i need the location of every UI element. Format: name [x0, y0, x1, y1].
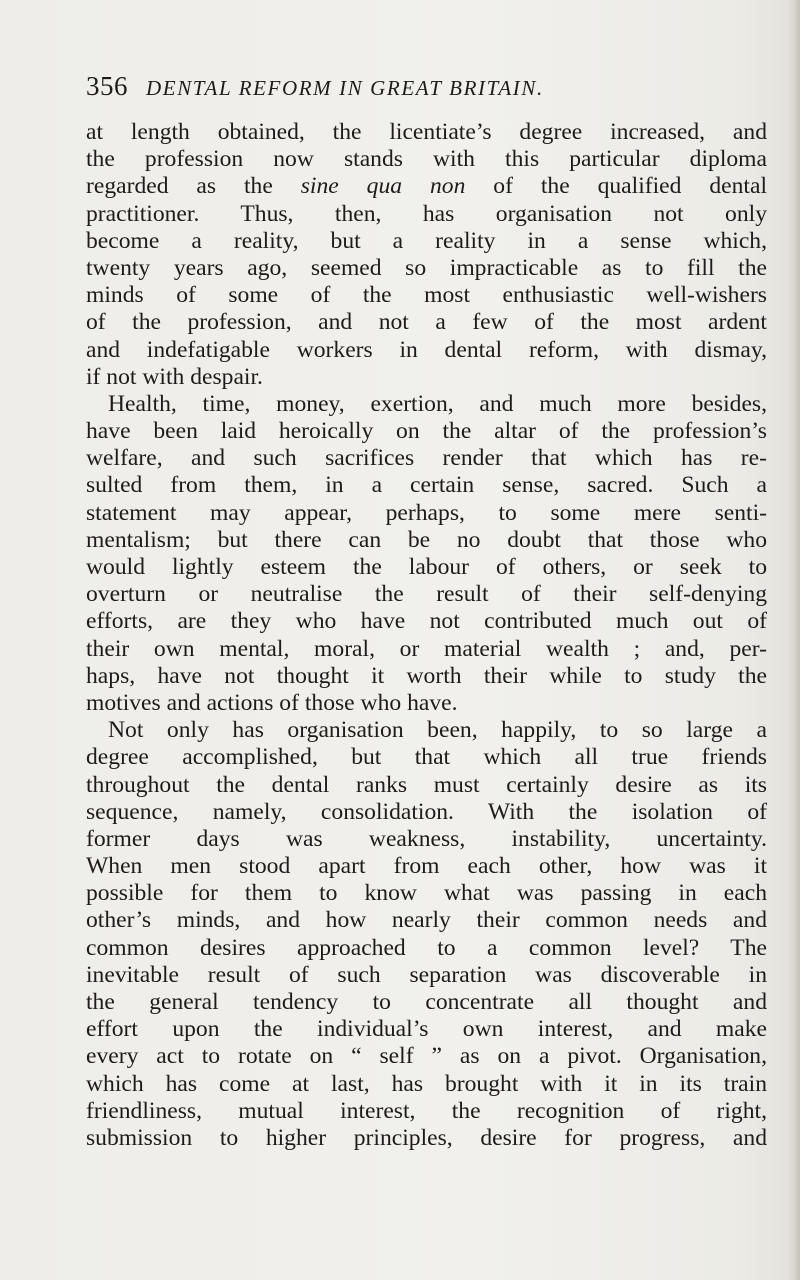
text-line: effort upon the individual’s own interest, and make	[86, 1016, 767, 1043]
text-line: inevitable result of such separation was discoverable in	[86, 961, 767, 988]
text-line: the profession now stands with this particular diploma	[86, 146, 767, 173]
page-number: 356	[86, 71, 128, 101]
page-header	[86, 71, 766, 111]
text-line: twenty years ago, seemed so impracticable as to fill the	[86, 254, 767, 281]
text-line: friendliness, mutual interest, the recognition of right,	[86, 1097, 767, 1124]
text-line: throughout the dental ranks must certainly desire as its	[86, 771, 767, 798]
text-line: their own mental, moral, or material wealth ; and, per-	[86, 635, 767, 662]
text-line: When men stood apart from each other, how was it	[86, 853, 767, 880]
text-line: practitioner. Thus, then, has organisation not only	[86, 200, 767, 227]
text-line: of the profession, and not a few of the most ardent	[86, 309, 767, 336]
text-line: mentalism; but there can be no doubt that those who	[86, 526, 767, 553]
text-line: become a reality, but a reality in a sense which,	[86, 227, 767, 254]
text-line: former days was weakness, instability, uncertainty.	[86, 825, 767, 852]
text-line: other’s minds, and how nearly their common needs and	[86, 907, 767, 934]
text-line: common desires approached to a common level? The	[86, 934, 767, 961]
text-line: submission to higher principles, desire for progress, and	[86, 1124, 767, 1151]
text-segment: regarded as the	[86, 173, 301, 200]
running-title: DENTAL REFORM IN GREAT BRITAIN.	[146, 76, 544, 100]
text-segment: of the qualified dental	[465, 173, 768, 200]
text-line: which has come at last, has brought with it in its train	[86, 1070, 767, 1097]
body-text	[86, 119, 767, 1152]
text-line: minds of some of the most enthusiastic well-wishers	[86, 282, 767, 309]
paragraph-start-line: Not only has organisation been, happily, to so large a	[108, 717, 767, 744]
text-line: sulted from them, in a certain sense, sacred. Such a	[86, 472, 767, 499]
text-line: degree accomplished, but that which all true friends	[86, 744, 767, 771]
text-line: welfare, and such sacrifices render that which has re-	[86, 445, 767, 472]
text-line: at length obtained, the licentiate’s degree increased, and	[86, 119, 767, 145]
text-line: possible for them to know what was passing in each	[86, 880, 767, 907]
page-edge-shadow	[786, 0, 800, 1280]
text-line: have been laid heroically on the altar of the profession’s	[86, 418, 767, 445]
text-line: would lightly esteem the labour of others, or seek to	[86, 554, 767, 580]
paragraph-end-line: motives and actions of those who have.	[86, 689, 458, 716]
text-line: sequence, namely, consolidation. With the isolation of	[86, 798, 767, 825]
text-line: overturn or neutralise the result of their self-denying	[86, 581, 767, 608]
paragraph-end-line: if not with despair.	[86, 363, 263, 390]
text-line: haps, have not thought it worth their while to study the	[86, 662, 767, 689]
text-line: statement may appear, perhaps, to some mere senti-	[86, 499, 767, 526]
paragraph-start-line: Health, time, money, exertion, and much more besides,	[108, 390, 767, 417]
text-line	[86, 173, 767, 200]
text-line: every act to rotate on “ self ” as on a pivot. Organisation,	[86, 1043, 767, 1070]
text-line: and indefatigable workers in dental reform, with dismay,	[86, 336, 767, 363]
text-line: efforts, are they who have not contributed much out of	[86, 608, 767, 635]
text-line: the general tendency to concentrate all thought and	[86, 989, 767, 1015]
italic-phrase: sine qua non	[300, 173, 466, 200]
